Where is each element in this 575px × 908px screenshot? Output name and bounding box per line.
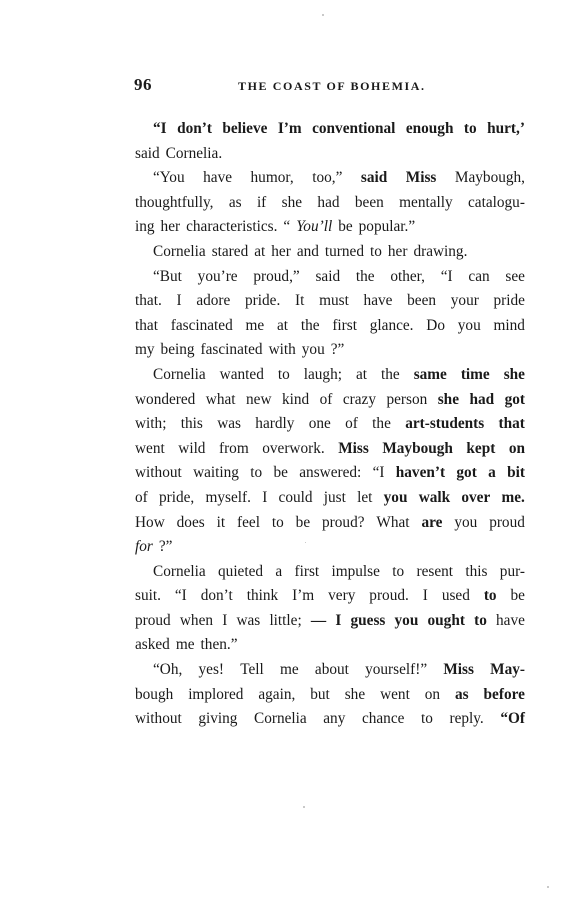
word: ?” [330, 341, 345, 359]
word: impulse [331, 562, 380, 580]
word: you’re [197, 267, 238, 285]
word: if [256, 193, 267, 211]
running-head: THE COAST OF BOHEMIA. [238, 79, 426, 93]
word: with; [135, 415, 167, 433]
word: must [319, 292, 349, 310]
word: the [300, 316, 320, 334]
text-line [135, 289, 525, 314]
word: walk [418, 488, 451, 506]
text-line [135, 412, 525, 437]
word: ought [427, 611, 465, 629]
word: Cornelia. [165, 144, 223, 162]
word: I’m [292, 587, 315, 605]
word: any [323, 710, 346, 728]
word: “Of [500, 710, 525, 728]
word: asked [135, 636, 170, 654]
word: I [335, 611, 342, 629]
word: have [203, 169, 233, 187]
word: you [394, 611, 419, 629]
word: “I [174, 587, 187, 605]
text-line [135, 707, 525, 732]
paper-speck [303, 806, 305, 808]
word: don’t [200, 587, 233, 605]
word: the [355, 267, 375, 285]
word: this [465, 562, 488, 580]
word: to [420, 710, 433, 728]
word: Miss [443, 661, 474, 679]
word: I [176, 292, 182, 310]
word: said [360, 169, 388, 187]
word: don’t [177, 120, 212, 137]
word: fascinated [170, 316, 233, 334]
word: had [317, 193, 340, 211]
word: at [355, 365, 368, 383]
word: me [280, 661, 299, 679]
word: stared [211, 242, 249, 260]
text-line [135, 437, 525, 462]
text-line [135, 314, 525, 339]
word: Tell [240, 661, 264, 679]
word: “I [372, 464, 385, 482]
word: does [176, 513, 205, 531]
word: Maybough, [454, 169, 525, 187]
word: yourself!” [365, 661, 428, 679]
word: went [135, 439, 165, 457]
word: of [319, 390, 333, 408]
word: just [323, 488, 346, 506]
text-line [135, 388, 525, 413]
word: of [135, 488, 148, 506]
word: to [463, 120, 477, 137]
word: fascinated [200, 341, 263, 359]
word: mind [493, 316, 525, 334]
text-line [135, 609, 525, 634]
word: resent [416, 562, 454, 580]
word: you [383, 488, 408, 506]
word: without [135, 464, 182, 482]
word: be [510, 587, 525, 605]
word: You’ll [296, 218, 333, 236]
word: a [488, 464, 496, 482]
word: was [217, 415, 241, 433]
word: drawing. [413, 242, 468, 260]
text-line [135, 191, 525, 216]
word: let [357, 488, 373, 506]
word: “But [153, 267, 182, 285]
word: Cornelia [153, 242, 206, 260]
text-line [135, 633, 525, 658]
word: “I [440, 267, 453, 285]
word: was [236, 611, 261, 629]
word: conventional [312, 120, 396, 137]
word: pride. [245, 292, 281, 310]
word: had [469, 390, 495, 408]
word: hardly [255, 415, 295, 433]
word: characteristics. [186, 218, 278, 236]
word: proud [489, 513, 525, 531]
word: Cornelia [153, 562, 206, 580]
paper-speck [547, 886, 549, 888]
word: — [310, 611, 327, 629]
word: said [315, 267, 341, 285]
text-line [135, 363, 525, 388]
word: glance. [369, 316, 414, 334]
word: kept [466, 439, 496, 457]
word: Cornelia [153, 365, 206, 383]
word: to [474, 611, 487, 629]
word: thoughtfully, [135, 193, 214, 211]
word: reply. [449, 710, 484, 728]
word: said [135, 144, 160, 162]
word: myself. [205, 488, 251, 506]
word: hurt,’ [487, 120, 525, 137]
text-line [135, 265, 525, 290]
word: kind [281, 390, 310, 408]
word: enough [405, 120, 454, 137]
word: I’m [277, 120, 302, 137]
word: you [457, 316, 481, 334]
word: little; [269, 611, 302, 629]
word: but [310, 685, 330, 703]
word: to [370, 242, 382, 260]
word: adore [196, 292, 231, 310]
word: from [218, 439, 249, 457]
word: I [262, 488, 268, 506]
word: Miss [405, 169, 437, 187]
word: May- [490, 661, 525, 679]
word: humor, [250, 169, 294, 187]
word: she [281, 193, 303, 211]
word: haven’t [395, 464, 446, 482]
word: before [483, 685, 525, 703]
text-line [135, 215, 525, 240]
word: over [461, 488, 491, 506]
word: be [273, 464, 288, 482]
word: think [246, 587, 279, 605]
word: me [175, 636, 195, 654]
text-line [135, 658, 525, 683]
text-line [135, 683, 525, 708]
word: you [301, 341, 325, 359]
word: feel [237, 513, 260, 531]
word: and [296, 242, 319, 260]
word: wondered [135, 390, 196, 408]
word: went [380, 685, 410, 703]
word: to [483, 587, 497, 605]
word: this [180, 415, 203, 433]
word: see [505, 267, 525, 285]
word: I [222, 611, 228, 629]
text-line [135, 560, 525, 585]
word: implored [188, 685, 244, 703]
word: without [135, 710, 182, 728]
word: she [503, 365, 525, 383]
word: what [205, 390, 236, 408]
word: It [295, 292, 305, 310]
word: got [504, 390, 525, 408]
word: again, [258, 685, 296, 703]
word: to [271, 513, 284, 531]
word: she [437, 390, 459, 408]
word: used [441, 587, 470, 605]
word: proud. [369, 587, 409, 605]
text-line [135, 584, 525, 609]
word: person [386, 390, 428, 408]
text-line [135, 461, 525, 486]
word: bit [507, 464, 525, 482]
word: pur- [499, 562, 525, 580]
paper-speck [322, 14, 324, 16]
word: to [277, 365, 290, 383]
page-header [134, 75, 524, 99]
word: with [268, 341, 296, 359]
word: “ [283, 218, 291, 236]
text-line [135, 486, 525, 511]
word: the [372, 415, 391, 433]
word: Do [426, 316, 445, 334]
word: chance [361, 710, 405, 728]
word: she [344, 685, 366, 703]
word: be [295, 513, 311, 531]
word: very [328, 587, 356, 605]
word: art-students [405, 415, 485, 433]
word: to [250, 464, 263, 482]
text-line [135, 511, 525, 536]
word: popular.” [358, 218, 416, 236]
word: one [308, 415, 331, 433]
word: have [363, 292, 393, 310]
word: on [424, 685, 441, 703]
word: wanted [219, 365, 264, 383]
word: be [338, 218, 353, 236]
word: other, [390, 267, 425, 285]
word: laugh; [303, 365, 342, 383]
word: time [460, 365, 490, 383]
word: first [332, 316, 357, 334]
word: you [454, 513, 478, 531]
text-line [135, 535, 525, 560]
word: mentally [399, 193, 453, 211]
word: about [314, 661, 349, 679]
word: “You [153, 169, 185, 187]
word: at [254, 242, 266, 260]
word: as [455, 685, 469, 703]
word: crazy [342, 390, 376, 408]
word: my [135, 341, 155, 359]
word: overwork. [262, 439, 325, 457]
word: your [450, 292, 479, 310]
word: of [345, 415, 358, 433]
word: ?” [158, 538, 173, 556]
paper-speck [305, 542, 306, 543]
word: then.” [200, 636, 238, 654]
word: proud,” [253, 267, 300, 285]
word: the [381, 365, 400, 383]
word: new [246, 390, 272, 408]
word: me. [501, 488, 525, 506]
word: her [160, 218, 181, 236]
word: to [392, 562, 405, 580]
text-line [135, 338, 525, 363]
word: Cornelia [254, 710, 307, 728]
word: that [498, 415, 525, 433]
word: first [294, 562, 320, 580]
word: ing [135, 218, 155, 236]
word: giving [198, 710, 238, 728]
word: a [275, 562, 283, 580]
word: her [387, 242, 408, 260]
word: her [271, 242, 291, 260]
word: pride, [158, 488, 195, 506]
text-line [135, 117, 525, 142]
word: waiting [193, 464, 239, 482]
word: for [135, 538, 153, 556]
word: when [179, 611, 214, 629]
word: on [508, 439, 525, 457]
word: What [376, 513, 410, 531]
word: yes! [198, 661, 225, 679]
word: have [496, 611, 525, 629]
word: can [468, 267, 490, 285]
text-line [135, 166, 525, 191]
text-line [135, 240, 525, 265]
page-number: 96 [134, 75, 152, 94]
word: “I [153, 120, 167, 137]
word: bough [135, 685, 174, 703]
word: too,” [312, 169, 343, 187]
word: got [456, 464, 477, 482]
word: Miss [338, 439, 369, 457]
word: How [135, 513, 165, 531]
word: being [160, 341, 195, 359]
word: pride [493, 292, 525, 310]
word: at [277, 316, 289, 334]
word: me [245, 316, 265, 334]
word: guess [350, 611, 386, 629]
word: quieted [218, 562, 264, 580]
word: “Oh, [153, 661, 183, 679]
body-text [135, 117, 525, 732]
word: are [421, 513, 443, 531]
word: wild [178, 439, 206, 457]
word: catalogu- [468, 193, 525, 211]
word: been [407, 292, 437, 310]
word: proud [135, 611, 171, 629]
word: answered: [299, 464, 362, 482]
word: proud? [322, 513, 365, 531]
word: as [228, 193, 242, 211]
word: believe [222, 120, 268, 137]
word: I [422, 587, 428, 605]
word: suit. [135, 587, 161, 605]
word: turned [324, 242, 364, 260]
word: been [354, 193, 384, 211]
word: that [135, 316, 158, 334]
word: same [413, 365, 447, 383]
word: could [278, 488, 313, 506]
word: that. [135, 292, 162, 310]
text-line [135, 142, 525, 167]
word: Maybough [382, 439, 453, 457]
word: it [216, 513, 226, 531]
